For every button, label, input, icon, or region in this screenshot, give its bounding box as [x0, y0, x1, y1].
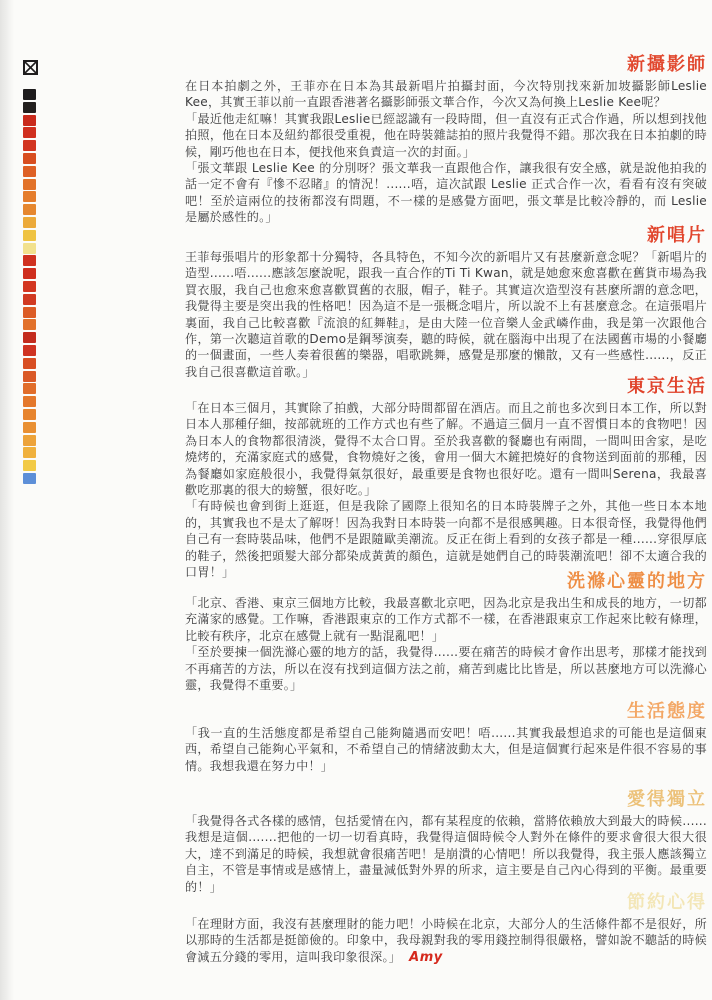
color-swatch	[23, 153, 36, 164]
color-swatch	[23, 332, 36, 343]
color-swatch	[23, 166, 36, 177]
body-paragraph: 王菲每張唱片的形象都十分獨特，各具特色，不知今次的新唱片又有甚麼新意念呢？「新唱片的造型......唔......應該怎麼說呢，跟我一直合作的Ti Ti Kwan，就是她愈來愈喜歡在舊貨市場為我買衣服，我自己也愈來愈喜歡買舊的衣服，帽子，鞋子。其實這次造型沒有甚麼所謂的意念吧，我覺得主要是突出我的性格吧！因為這不是一張概念唱片，所以說不上有甚麼意念。在這張唱片裏面，我自己比較喜歡『流浪的紅舞鞋』，是由大陸一位音樂人金武嶙作曲，我是第一次跟他合作，第一次聽這首歌的Demo是鋼琴演奏，聽的時候，就在腦海中出現了在法國舊市場的小餐廳的一個畫面，一些人奏着很舊的樂器，唱歌跳舞，感覺是那麼的懶散，又有一些感性......，反正我自己很喜歡這首歌。」	[185, 250, 707, 379]
color-swatch	[23, 345, 36, 356]
body-paragraph: 「我覺得各式各樣的感情，包括愛情在內，都有某程度的依賴，當將依賴放大到最大的時候......我想是這個.......把他的一切一切看真時，我覺得這個時候令人對外在條件的要求會很大很大很大，達不到滿足的時候，我想就會很痛苦吧！是崩潰的心情吧！所以我覺得，我主張人應該獨立自主，不管是事情或是感情上，盡量減低對外界的所求，這主要是自己內心得到的平衡。最重要的！」	[185, 814, 707, 894]
section-heading: 節約心得	[627, 892, 707, 913]
color-swatch	[23, 294, 36, 305]
registration-mark-icon	[23, 60, 38, 75]
color-swatch	[23, 243, 36, 254]
color-swatch	[23, 447, 36, 458]
color-swatch	[23, 409, 36, 420]
color-swatch	[23, 115, 36, 126]
section-heading: 新唱片	[647, 225, 707, 246]
article-section	[185, 55, 707, 226]
author-signature: Amy	[409, 949, 443, 965]
section-heading: 生活態度	[627, 701, 707, 722]
article-section	[185, 790, 707, 895]
color-swatch-column	[23, 89, 39, 484]
color-swatch	[23, 435, 36, 446]
article-section	[185, 377, 707, 580]
color-swatch	[23, 230, 36, 241]
color-swatch	[23, 255, 36, 266]
color-swatch	[23, 179, 36, 190]
color-swatch	[23, 191, 36, 202]
section-heading: 愛得獨立	[627, 789, 707, 810]
section-heading: 東京生活	[627, 376, 707, 397]
body-paragraph: 在日本拍劇之外，王菲亦在日本為其最新唱片拍攝封面，今次特別找來新加坡攝影師Leslie Kee，其實王菲以前一直跟香港著名攝影師張文華合作，今次又為何換上Leslie Kee呢？	[185, 79, 707, 110]
body-paragraph: 「在理財方面，我沒有甚麼理財的能力吧！小時候在北京，大部分人的生活條件都不是很好，所以那時的生活都是挺節儉的。印象中，我母親對我的零用錢控制得很嚴格，譬如說不聽話的時候會減五分錢的零用，這叫我印象很深。」 Amy	[185, 917, 707, 965]
color-swatch	[23, 473, 36, 484]
color-swatch	[23, 358, 36, 369]
body-paragraph: 「最近他走紅嘛！其實我跟Leslie已經認識有一段時間，但一直沒有正式合作過，所以想到找他拍照，他在日本及紐約都很受重視，他在時裝雜誌拍的照片我覺得不錯。那次我在日本拍劇的時候，剛巧他也在日本，便找他來負責這一次的封面。」	[185, 111, 707, 159]
color-swatch	[23, 89, 36, 100]
article-section	[185, 893, 707, 966]
body-paragraph: 「在日本三個月，其實除了拍戲，大部分時間都留在酒店。而且之前也多次到日本工作，所以對日本人那種仔細，按部就班的工作方式也有些了解。不過這三個月一直不習慣日本的食物吧！因為日本人的食物都很清淡，覺得不太合口胃。至於我喜歡的餐廳也有兩間，一間叫田舍家，是吃燒烤的，充滿家庭式的感覺，食物燒好之後，會用一個大木鏟把燒好的食物送到面前的那種，因為餐廳如家庭般很小，我覺得氣氛很好，最重要是食物也很好吃。還有一間叫Serena，我最喜歡吃那裏的很大的螃蟹，很好吃。」	[185, 401, 707, 498]
body-paragraph: 「有時候也會到街上逛逛，但是我除了國際上很知名的日本時裝牌子之外，其他一些日本本地的，其實我也不是太了解呀！因為我對日本時裝一向都不是很感興趣。日本很奇怪，我覺得他們自己有一套時裝品味，他們不是跟隨歐美潮流。反正在街上看到的女孩子都是一種......穿很厚底的鞋子，然後把頭髮大部分都染成黃黃的顏色，這就是她們自己的時裝潮流吧！卻不太適合我的口胃！」	[185, 499, 707, 580]
color-swatch	[23, 396, 36, 407]
article-section	[185, 226, 707, 380]
color-swatch	[23, 383, 36, 394]
color-swatch	[23, 460, 36, 471]
body-paragraph: 「北京、香港、東京三個地方比較，我最喜歡北京吧，因為北京是我出生和成長的地方，一切都充滿家的感覺。工作嘛，香港跟東京的工作方式都不一樣，在香港跟東京工作起來比較有條理，比較有秩序，北京在感覺上就有一點混亂吧！」	[185, 596, 707, 643]
color-swatch	[23, 307, 36, 318]
color-swatch	[23, 319, 36, 330]
print-calibration-strip	[23, 60, 39, 486]
body-paragraph: 「我一直的生活態度都是希望自己能夠隨遇而安吧！唔......其實我最想追求的可能也是這個東西，希望自己能夠心平氣和，不希望自己的情緒波動太大，但是這個實行起來是件很不容易的事情。我想我還在努力中！」	[185, 726, 707, 773]
color-swatch	[23, 102, 36, 113]
color-swatch	[23, 204, 36, 215]
section-heading: 洗滌心靈的地方	[567, 571, 707, 592]
color-swatch	[23, 268, 36, 279]
color-swatch	[23, 422, 36, 433]
color-swatch	[23, 371, 36, 382]
section-heading: 新攝影師	[627, 54, 707, 75]
color-swatch	[23, 281, 36, 292]
article-section	[185, 702, 707, 774]
body-paragraph: 「張文華跟 Leslie Kee 的分別呀？張文華我一直跟他合作，讓我很有安全感，就是說他拍我的話一定不會有『慘不忍睹』的情況！......唔，這次試跟 Leslie 正式合作一次，看看有沒有突破吧！至於這兩位的技術都沒有問題，不一樣的是感覺方面吧，張文華是比較冷靜的，而 Leslie 是屬於感性的。」	[185, 161, 707, 225]
color-swatch	[23, 217, 36, 228]
body-paragraph: 「至於要揀一個洗滌心靈的地方的話，我覺得......要在痛苦的時候才會作出思考，那樣才能找到不再痛苦的方法，所以在沒有找到這個方法之前，痛苦到處比比皆是，所以甚麼地方可以洗滌心靈，我覺得不重要。」	[185, 645, 707, 693]
color-swatch	[23, 140, 36, 151]
color-swatch	[23, 127, 36, 138]
article-section	[185, 572, 707, 693]
